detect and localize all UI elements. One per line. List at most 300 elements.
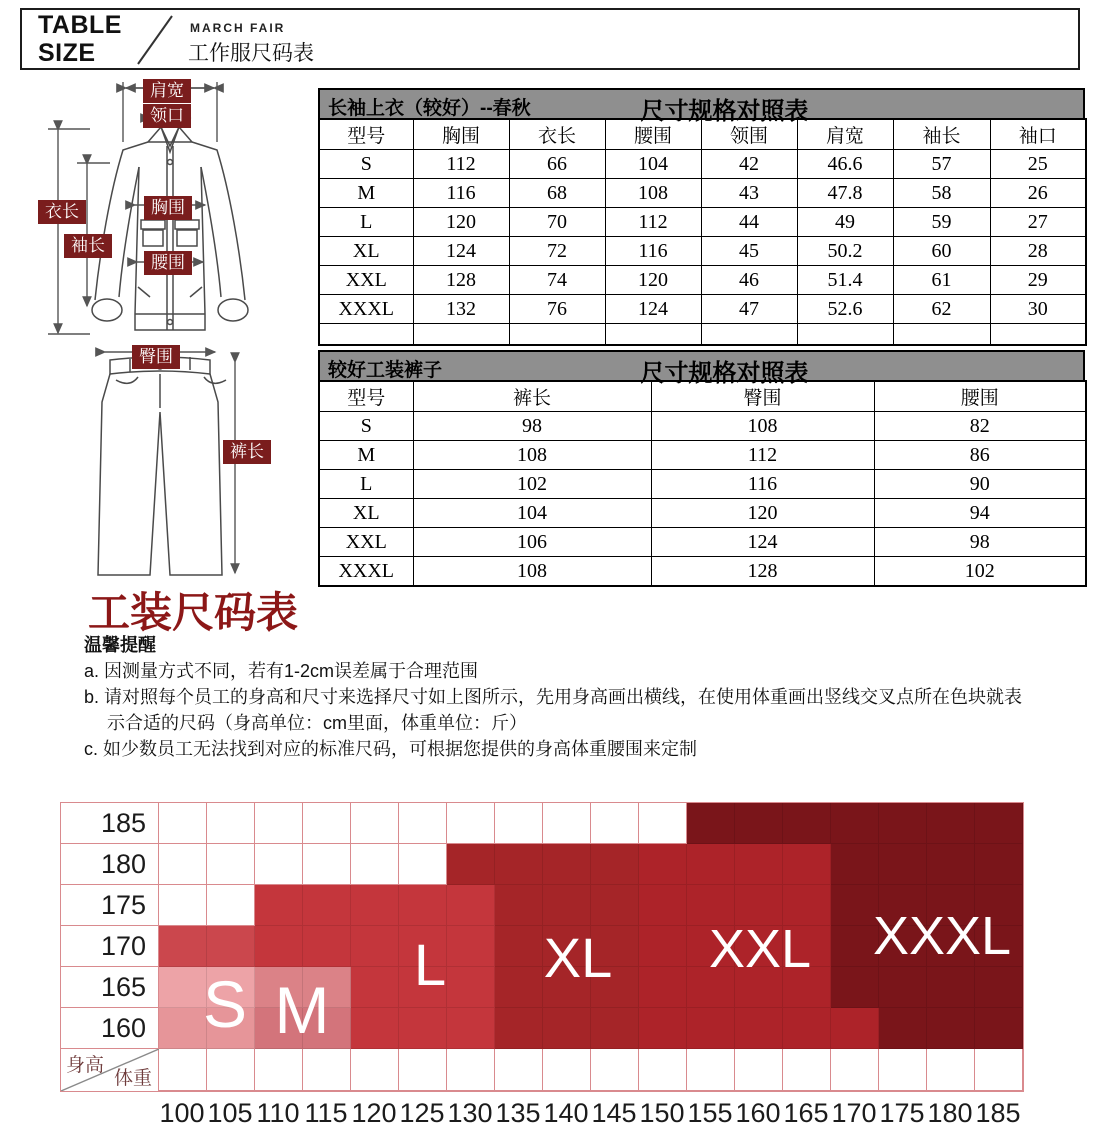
empty-cell xyxy=(319,324,413,346)
table-cell: 98 xyxy=(874,528,1086,557)
chart-cell xyxy=(351,926,399,967)
label-row-cell xyxy=(399,1049,447,1091)
empty-cell xyxy=(605,324,701,346)
column-header: 型号 xyxy=(319,381,413,412)
x-tick-label: 150 xyxy=(639,1098,685,1128)
chart-cell xyxy=(927,1008,975,1049)
table-cell: S xyxy=(319,150,413,179)
table-cell: 49 xyxy=(797,208,893,237)
x-tick-label: 145 xyxy=(591,1098,637,1128)
header-subtitle-cn: 工作服尺码表 xyxy=(188,42,314,65)
chart-cell xyxy=(783,885,831,926)
chart-cell xyxy=(543,844,591,885)
empty-cell xyxy=(990,324,1086,346)
table-row xyxy=(319,557,1086,587)
chart-cell xyxy=(687,967,735,1008)
chart-cell xyxy=(687,844,735,885)
chart-cell xyxy=(927,885,975,926)
label-garment-length: 衣长 xyxy=(38,200,86,224)
chart-cell xyxy=(639,967,687,1008)
column-header: 袖长 xyxy=(893,119,990,150)
table-cell: 50.2 xyxy=(797,237,893,266)
table-cell: 46.6 xyxy=(797,150,893,179)
x-tick-label: 185 xyxy=(975,1098,1021,1128)
table-row xyxy=(319,237,1086,266)
label-chest: 胸围 xyxy=(144,196,192,220)
table-cell: 132 xyxy=(413,295,509,324)
chart-cell xyxy=(303,926,351,967)
x-tick-label: 155 xyxy=(687,1098,733,1128)
table-cell: 128 xyxy=(651,557,874,587)
chart-cell xyxy=(879,1008,927,1049)
chart-cell xyxy=(831,967,879,1008)
chart-cell xyxy=(543,885,591,926)
empty-cell xyxy=(701,324,797,346)
table-row xyxy=(319,179,1086,208)
table-cell: M xyxy=(319,441,413,470)
table-cell: 106 xyxy=(413,528,651,557)
table-row xyxy=(319,295,1086,324)
column-header: 臀围 xyxy=(651,381,874,412)
chart-cell xyxy=(255,803,303,844)
table-cell: L xyxy=(319,208,413,237)
chart-cell xyxy=(639,844,687,885)
table-cell: S xyxy=(319,412,413,441)
chart-cell xyxy=(207,885,255,926)
table-row xyxy=(319,266,1086,295)
table-cell: 74 xyxy=(509,266,605,295)
table-cell: 45 xyxy=(701,237,797,266)
chart-cell xyxy=(687,885,735,926)
table-cell: L xyxy=(319,470,413,499)
chart-cell xyxy=(447,803,495,844)
table-cell: 58 xyxy=(893,179,990,208)
size-region-label: XXXL xyxy=(872,906,1012,966)
table-cell: 28 xyxy=(990,237,1086,266)
chart-cell xyxy=(975,844,1023,885)
y-tick-label: 185 xyxy=(61,803,159,844)
chart-cell xyxy=(927,967,975,1008)
chart-cell xyxy=(543,926,591,967)
label-row-cell xyxy=(975,1049,1023,1091)
label-row-cell xyxy=(351,1049,399,1091)
notes xyxy=(84,632,1022,762)
table-cell: XXL xyxy=(319,528,413,557)
table-row xyxy=(319,470,1086,499)
empty-cell xyxy=(413,324,509,346)
chart-cell xyxy=(159,967,207,1008)
chart-cell xyxy=(735,967,783,1008)
table-cell: 108 xyxy=(605,179,701,208)
table-cell: 124 xyxy=(651,528,874,557)
pants-table-band xyxy=(318,350,1085,387)
chart-cell xyxy=(159,926,207,967)
chart-cell xyxy=(927,844,975,885)
chart-cell xyxy=(255,967,303,1008)
table-cell: 102 xyxy=(874,557,1086,587)
y-tick-label: 160 xyxy=(61,1008,159,1049)
chart-cell xyxy=(303,844,351,885)
x-tick-label: 180 xyxy=(927,1098,973,1128)
column-header: 裤长 xyxy=(413,381,651,412)
chart-cell xyxy=(447,885,495,926)
chart-cell xyxy=(495,885,543,926)
empty-row xyxy=(319,324,1086,346)
table-cell: 82 xyxy=(874,412,1086,441)
label-row-cell xyxy=(639,1049,687,1091)
chart-cell xyxy=(975,1008,1023,1049)
table-cell: 108 xyxy=(651,412,874,441)
chart-cell xyxy=(399,926,447,967)
label-row-cell xyxy=(303,1049,351,1091)
chart-cell xyxy=(159,844,207,885)
y-tick-label: 170 xyxy=(61,926,159,967)
table-cell: 72 xyxy=(509,237,605,266)
jacket-size-table xyxy=(318,118,1087,346)
table-cell: XXXL xyxy=(319,557,413,587)
chart-cell xyxy=(735,1008,783,1049)
table-cell: 112 xyxy=(651,441,874,470)
table-cell: 29 xyxy=(990,266,1086,295)
table-row xyxy=(319,412,1086,441)
chart-cell xyxy=(207,967,255,1008)
label-waist: 腰围 xyxy=(144,251,192,275)
chart-grid xyxy=(60,802,1024,1092)
table-cell: M xyxy=(319,179,413,208)
chart-cell xyxy=(495,1008,543,1049)
y-tick-label: 180 xyxy=(61,844,159,885)
table-cell: 124 xyxy=(605,295,701,324)
chart-cell xyxy=(351,844,399,885)
chart-cell xyxy=(591,885,639,926)
chart-cell xyxy=(591,803,639,844)
chart-cell xyxy=(495,967,543,1008)
chart-cell xyxy=(927,926,975,967)
size-region-label: M xyxy=(274,973,330,1047)
label-row-cell xyxy=(735,1049,783,1091)
table-cell: 120 xyxy=(413,208,509,237)
note-line-a: a. 因测量方式不同，若有1-2cm误差属于合理范围 xyxy=(84,661,479,681)
table-cell: 57 xyxy=(893,150,990,179)
header-subtitle-en: MARCH FAIR xyxy=(190,21,286,35)
table-cell: 98 xyxy=(413,412,651,441)
table-cell: 108 xyxy=(413,557,651,587)
chart-cell xyxy=(495,844,543,885)
x-tick-label: 140 xyxy=(543,1098,589,1128)
chart-cell xyxy=(447,1008,495,1049)
table-cell: 102 xyxy=(413,470,651,499)
table-cell: 124 xyxy=(413,237,509,266)
chart-cell xyxy=(447,926,495,967)
chart-cell xyxy=(927,803,975,844)
chart-cell xyxy=(447,844,495,885)
chart-cell xyxy=(159,1008,207,1049)
page-header xyxy=(20,8,1080,70)
column-header: 袖口 xyxy=(990,119,1086,150)
chart-cell xyxy=(783,844,831,885)
brand-line2: SIZE xyxy=(38,39,96,67)
chart-cell xyxy=(783,926,831,967)
table-cell: 46 xyxy=(701,266,797,295)
chart-cell xyxy=(975,885,1023,926)
y-axis-title: 身高 xyxy=(66,1055,105,1076)
chart-cell xyxy=(687,926,735,967)
table-cell: 43 xyxy=(701,179,797,208)
chart-cell xyxy=(399,844,447,885)
jacket-size-table-block xyxy=(318,88,1085,346)
chart-cell xyxy=(351,967,399,1008)
chart-cell xyxy=(879,844,927,885)
empty-cell xyxy=(797,324,893,346)
x-axis-title: 体重 xyxy=(113,1068,152,1089)
jacket-table-band xyxy=(318,88,1085,125)
section-title: 工装尺码表 xyxy=(88,589,299,636)
chart-cell xyxy=(591,1008,639,1049)
chart-cell xyxy=(831,844,879,885)
size-region-label: S xyxy=(202,967,248,1041)
jacket-table-title: 尺寸规格对照表 xyxy=(640,98,809,125)
x-tick-label: 105 xyxy=(207,1098,253,1128)
chart-cell xyxy=(735,926,783,967)
chart-cell xyxy=(207,1008,255,1049)
chart-cell xyxy=(783,803,831,844)
table-cell: 116 xyxy=(413,179,509,208)
chart-cell xyxy=(639,885,687,926)
chart-cell xyxy=(591,844,639,885)
chart-cell xyxy=(831,926,879,967)
chart-cell xyxy=(735,885,783,926)
chart-cell xyxy=(255,1008,303,1049)
label-row-cell xyxy=(495,1049,543,1091)
table-cell: 112 xyxy=(413,150,509,179)
chart-cell xyxy=(831,885,879,926)
x-tick-label: 110 xyxy=(256,1098,300,1128)
pants-size-table xyxy=(318,380,1087,587)
column-header: 型号 xyxy=(319,119,413,150)
chart-cell xyxy=(879,803,927,844)
chart-cell xyxy=(495,803,543,844)
table-cell: 52.6 xyxy=(797,295,893,324)
chart-cell xyxy=(735,803,783,844)
table-cell: 60 xyxy=(893,237,990,266)
x-tick-label: 100 xyxy=(159,1098,205,1128)
chart-cell xyxy=(207,803,255,844)
jacket-product-name: 长袖上衣（较好）--春秋 xyxy=(328,98,531,119)
table-cell: 76 xyxy=(509,295,605,324)
chart-cell xyxy=(639,803,687,844)
x-tick-label: 125 xyxy=(399,1098,445,1128)
label-sleeve-length: 袖长 xyxy=(64,234,112,258)
table-cell: 70 xyxy=(509,208,605,237)
chart-cell xyxy=(879,967,927,1008)
empty-cell xyxy=(509,324,605,346)
chart-cell xyxy=(543,967,591,1008)
notes-heading: 温馨提醒 xyxy=(84,635,156,655)
x-tick-label: 170 xyxy=(831,1098,877,1128)
chart-cell xyxy=(351,885,399,926)
slash-divider-icon xyxy=(122,12,186,68)
chart-cell xyxy=(879,926,927,967)
label-row-cell xyxy=(543,1049,591,1091)
table-cell: 47.8 xyxy=(797,179,893,208)
table-cell: 90 xyxy=(874,470,1086,499)
x-tick-label: 135 xyxy=(495,1098,541,1128)
chart-cell xyxy=(975,803,1023,844)
label-row-cell xyxy=(207,1049,255,1091)
chart-cell xyxy=(639,1008,687,1049)
chart-cell xyxy=(543,803,591,844)
x-tick-label: 130 xyxy=(447,1098,493,1128)
table-row xyxy=(319,150,1086,179)
chart-cell xyxy=(351,803,399,844)
chart-cell xyxy=(783,967,831,1008)
table-cell: 26 xyxy=(990,179,1086,208)
column-header: 领围 xyxy=(701,119,797,150)
empty-cell xyxy=(893,324,990,346)
label-collar: 领口 xyxy=(143,104,191,128)
table-cell: 104 xyxy=(605,150,701,179)
chart-cell xyxy=(207,926,255,967)
chart-cell xyxy=(975,926,1023,967)
table-row xyxy=(319,208,1086,237)
size-region-label: XXL xyxy=(708,919,812,979)
chart-cell xyxy=(591,926,639,967)
chart-cell xyxy=(687,1008,735,1049)
chart-cell xyxy=(159,803,207,844)
x-tick-label: 120 xyxy=(351,1098,397,1128)
x-tick-label: 115 xyxy=(304,1098,348,1128)
chart-cell xyxy=(735,844,783,885)
column-header: 腰围 xyxy=(605,119,701,150)
chart-cell xyxy=(831,803,879,844)
table-cell: 112 xyxy=(605,208,701,237)
axis-corner-cell xyxy=(61,1049,159,1091)
label-row-cell xyxy=(447,1049,495,1091)
chart-cell xyxy=(255,926,303,967)
table-cell: 59 xyxy=(893,208,990,237)
table-cell: 47 xyxy=(701,295,797,324)
chart-cell xyxy=(879,885,927,926)
label-row-cell xyxy=(159,1049,207,1091)
x-tick-label: 160 xyxy=(735,1098,781,1128)
table-cell: 61 xyxy=(893,266,990,295)
chart-cell xyxy=(591,967,639,1008)
chart-cell xyxy=(399,885,447,926)
chart-cell xyxy=(399,1008,447,1049)
table-cell: 86 xyxy=(874,441,1086,470)
label-row-cell xyxy=(831,1049,879,1091)
pants-product-name: 较好工装裤子 xyxy=(328,360,443,381)
table-cell: 104 xyxy=(413,499,651,528)
table-cell: 51.4 xyxy=(797,266,893,295)
column-header: 胸围 xyxy=(413,119,509,150)
table-cell: XL xyxy=(319,237,413,266)
table-row xyxy=(319,528,1086,557)
table-cell: 68 xyxy=(509,179,605,208)
note-line-b2: 示合适的尺码（身高单位：cm里面，体重单位：斤） xyxy=(84,713,527,733)
table-cell: 62 xyxy=(893,295,990,324)
chart-cell xyxy=(447,967,495,1008)
chart-cell xyxy=(495,926,543,967)
y-tick-label: 165 xyxy=(61,967,159,1008)
chart-cell xyxy=(543,1008,591,1049)
note-line-b: b. 请对照每个员工的身高和尺寸来选择尺寸如上图所示，先用身高画出横线，在使用体重画出竖线交叉点所在色块就表 xyxy=(84,687,1023,707)
x-tick-label: 165 xyxy=(783,1098,829,1128)
chart-cell xyxy=(303,803,351,844)
column-header: 衣长 xyxy=(509,119,605,150)
label-row-cell xyxy=(687,1049,735,1091)
column-header: 肩宽 xyxy=(797,119,893,150)
garment-measurement-diagram xyxy=(30,72,320,592)
label-shoulder-width: 肩宽 xyxy=(143,79,191,103)
size-region-label: L xyxy=(413,933,447,998)
table-cell: XXXL xyxy=(319,295,413,324)
table-cell: 128 xyxy=(413,266,509,295)
brand-line1: TABLE xyxy=(38,11,122,39)
table-cell: 44 xyxy=(701,208,797,237)
height-weight-size-chart xyxy=(60,802,1022,1129)
chart-cell xyxy=(399,803,447,844)
table-cell: 94 xyxy=(874,499,1086,528)
chart-cell xyxy=(255,885,303,926)
table-cell: 27 xyxy=(990,208,1086,237)
label-row-cell xyxy=(591,1049,639,1091)
table-cell: 116 xyxy=(605,237,701,266)
table-cell: XL xyxy=(319,499,413,528)
chart-cell xyxy=(687,803,735,844)
table-cell: 25 xyxy=(990,150,1086,179)
chart-cell xyxy=(159,885,207,926)
table-cell: 30 xyxy=(990,295,1086,324)
pants-table-title: 尺寸规格对照表 xyxy=(640,360,809,387)
label-row-cell xyxy=(927,1049,975,1091)
table-cell: XXL xyxy=(319,266,413,295)
chart-cell xyxy=(639,926,687,967)
chart-cell xyxy=(399,967,447,1008)
chart-cell xyxy=(303,967,351,1008)
pants-size-table-block xyxy=(318,350,1085,587)
table-cell: 42 xyxy=(701,150,797,179)
table-cell: 120 xyxy=(651,499,874,528)
column-header: 腰围 xyxy=(874,381,1086,412)
label-pants-length: 裤长 xyxy=(223,440,271,464)
chart-cell xyxy=(303,885,351,926)
chart-cell xyxy=(303,1008,351,1049)
chart-cell xyxy=(255,844,303,885)
chart-x-axis xyxy=(158,1098,1022,1129)
label-row-cell xyxy=(879,1049,927,1091)
chart-cell xyxy=(207,844,255,885)
note-line-c: c. 如少数员工无法找到对应的标准尺码，可根据您提供的身高体重腰围来定制 xyxy=(84,739,697,759)
y-tick-label: 175 xyxy=(61,885,159,926)
chart-cell xyxy=(831,1008,879,1049)
chart-cell xyxy=(351,1008,399,1049)
label-row-cell xyxy=(255,1049,303,1091)
label-hip: 臀围 xyxy=(132,345,180,369)
label-row-cell xyxy=(783,1049,831,1091)
table-cell: 116 xyxy=(651,470,874,499)
size-region-label: XL xyxy=(543,926,613,989)
table-cell: 108 xyxy=(413,441,651,470)
table-row xyxy=(319,499,1086,528)
table-cell: 66 xyxy=(509,150,605,179)
x-tick-label: 175 xyxy=(879,1098,925,1128)
brand-logo xyxy=(38,11,122,67)
table-row xyxy=(319,441,1086,470)
chart-cell xyxy=(783,1008,831,1049)
chart-cell xyxy=(975,967,1023,1008)
table-cell: 120 xyxy=(605,266,701,295)
